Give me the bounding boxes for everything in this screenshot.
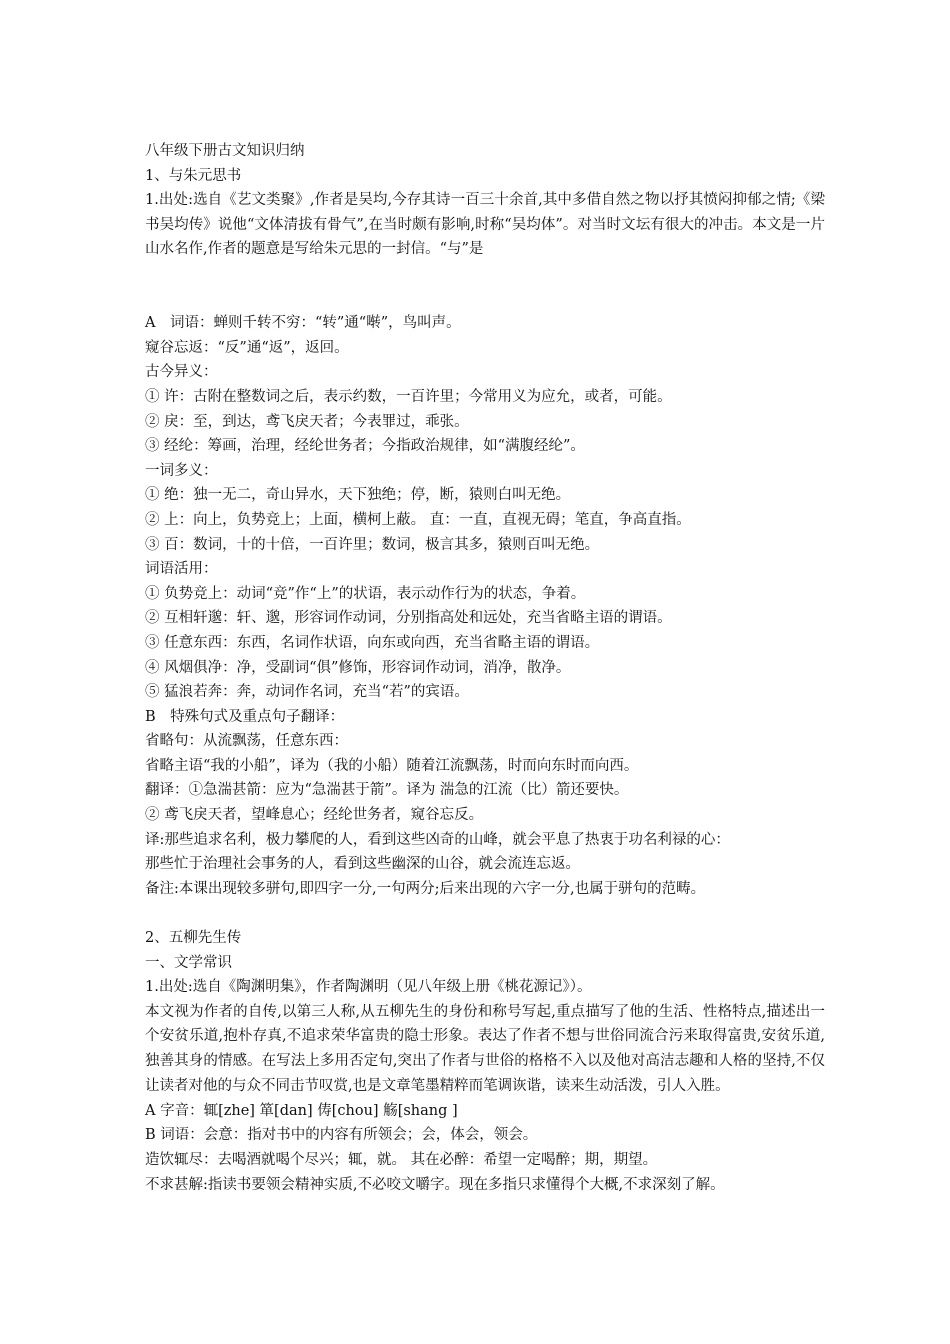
vocab-line: B 词语：会意：指对书中的内容有所领会；会，体会，领会。 (145, 1127, 538, 1144)
vocab-line: A 词语：蝉则千转不穷：“转”通“啭”，鸟叫声。 (145, 315, 461, 332)
huoyong-item: ② 互相轩邈：轩、邈，形容词作动词，分别指高处和远处，充当省略主语的谓语。 (145, 610, 672, 627)
gujin-item: ① 许：古附在整数词之后，表示约数，一百许里；今常用义为应允，或者，可能。 (145, 388, 672, 405)
huoyong-title: 词语活用： (145, 561, 218, 578)
b-line: 省略主语“我的小船”，译为（我的小船）随着江流飘荡，时而向东时而向西。 (145, 757, 639, 774)
huoyong-item: ③ 任意东西：东西，名词作状语，向东或向西，充当省略主语的谓语。 (145, 634, 600, 651)
yici-item: ③ 百：数词，十的十倍，一百许里；数词，极言其多，猿则百叫无绝。 (145, 536, 600, 553)
section-1-heading: 1、与朱元思书 (145, 167, 242, 184)
doc-title: 八年级下册古文知识归纳 (145, 143, 305, 159)
b-line: 译:那些追求名利，极力攀爬的人，看到这些凶奇的山峰，就会平息了热衷于功名利禄的心： (145, 831, 730, 848)
section-gap (145, 901, 825, 926)
b-line: ② 鸢飞戾天者，望峰息心；经纶世务者，窥谷忘反。 (145, 807, 484, 824)
huoyong-item: ① 负势竞上：动词“竞”作“上”的状语，表示动作行为的状态，争着。 (145, 585, 586, 602)
section-2-paragraph: 本文视为作者的自传,以第三人称,从五柳先生的身份和称号写起,重点描写了他的生活、性格特点,描述出一个安贫乐道,抱朴存真,不追求荣华富贵的隐士形象。表达了作者不想与世俗同流合污来取得富贵,安贫乐道,独善其身的情感。在写法上多用否定句,突出了作者与世俗的格格不入以及他对高洁志趣和人格的坚持,不仅让读者对他的与众不同击节叹赏,也是文章笔墨精粹而笔调诙谐，读来生动活泼，引人入胜。 (145, 1003, 825, 1094)
section-2-source: 1.出处:选自《陶渊明集》，作者陶渊明（见八年级上册《桃花源记》）。 (145, 979, 592, 996)
b-line: 翻译：①急湍甚箭：应为“急湍甚于箭”。译为 湍急的江流（比）箭还要快。 (145, 782, 629, 799)
document-page (145, 139, 825, 1197)
huoyong-item: ④ 风烟俱净：净，受副词“俱”修饰，形容词作动词，消净，散净。 (145, 659, 571, 676)
yici-title: 一词多义： (145, 462, 218, 479)
yici-item: ① 绝：独一无二，奇山异水，天下独绝；停，断，猿则白叫无绝。 (145, 487, 571, 504)
vocab-line: 不求甚解:指读书要领会精神实质,不必咬文嚼字。现在多指只求懂得个大概,不求深刻了解。 (145, 1176, 725, 1193)
gujin-title: 古今异义： (145, 364, 218, 381)
section-2-heading: 2、五柳先生传 (145, 930, 242, 947)
yici-item: ② 上：向上，负势竞上；上面，横柯上蔽。 直：一直，直视无碍；笔直，争高直指。 (145, 511, 691, 528)
huoyong-item: ⑤ 猛浪若奔：奔，动词作名词，充当“若”的宾语。 (145, 684, 469, 701)
section-2-subheading: 一、文学常识 (145, 954, 232, 971)
section-1-source: 1.出处:选自《艺文类聚》,作者是吴均,今存其诗一百三十余首,其中多借自然之物以抒其愤闷抑郁之情;《梁书吴均传》说他“文体清拔有骨气”,在当时颇有影响,时称“吴均体”。对当时文坛有很大的冲击。本文是一片山水名作,作者的题意是写给朱元思的一封信。“与”是 (145, 192, 825, 258)
b-line: 省略句：从流飘荡，任意东西： (145, 733, 348, 750)
gujin-item: ③ 经纶：筹画，治理，经纶世务者；今指政治规律，如“满腹经纶”。 (145, 438, 585, 455)
vocab-line: 造饮辄尽：去喝酒就喝个尽兴；辄，就。 其在必醉：希望一定喝醉；期，期望。 (145, 1152, 658, 1168)
b-title: B 特殊句式及重点句子翻译： (145, 708, 345, 725)
pronunciation-line: A 字音：辄[zhe] 箪[dan] 俦[chou] 觞[shang ] (145, 1102, 458, 1119)
gujin-item: ② 戾：至，到达，鸢飞戾天者；今表罪过，乖张。 (145, 413, 469, 430)
vocab-line: 窥谷忘返：“反”通“返”，返回。 (145, 339, 349, 356)
b-line: 备注:本课出现较多骈句,即四字一分,一句两分;后来出现的六字一分,也属于骈句的范畴。 (145, 880, 706, 897)
b-line: 那些忙于治理社会事务的人，看到这些幽深的山谷，就会流连忘返。 (145, 856, 580, 873)
